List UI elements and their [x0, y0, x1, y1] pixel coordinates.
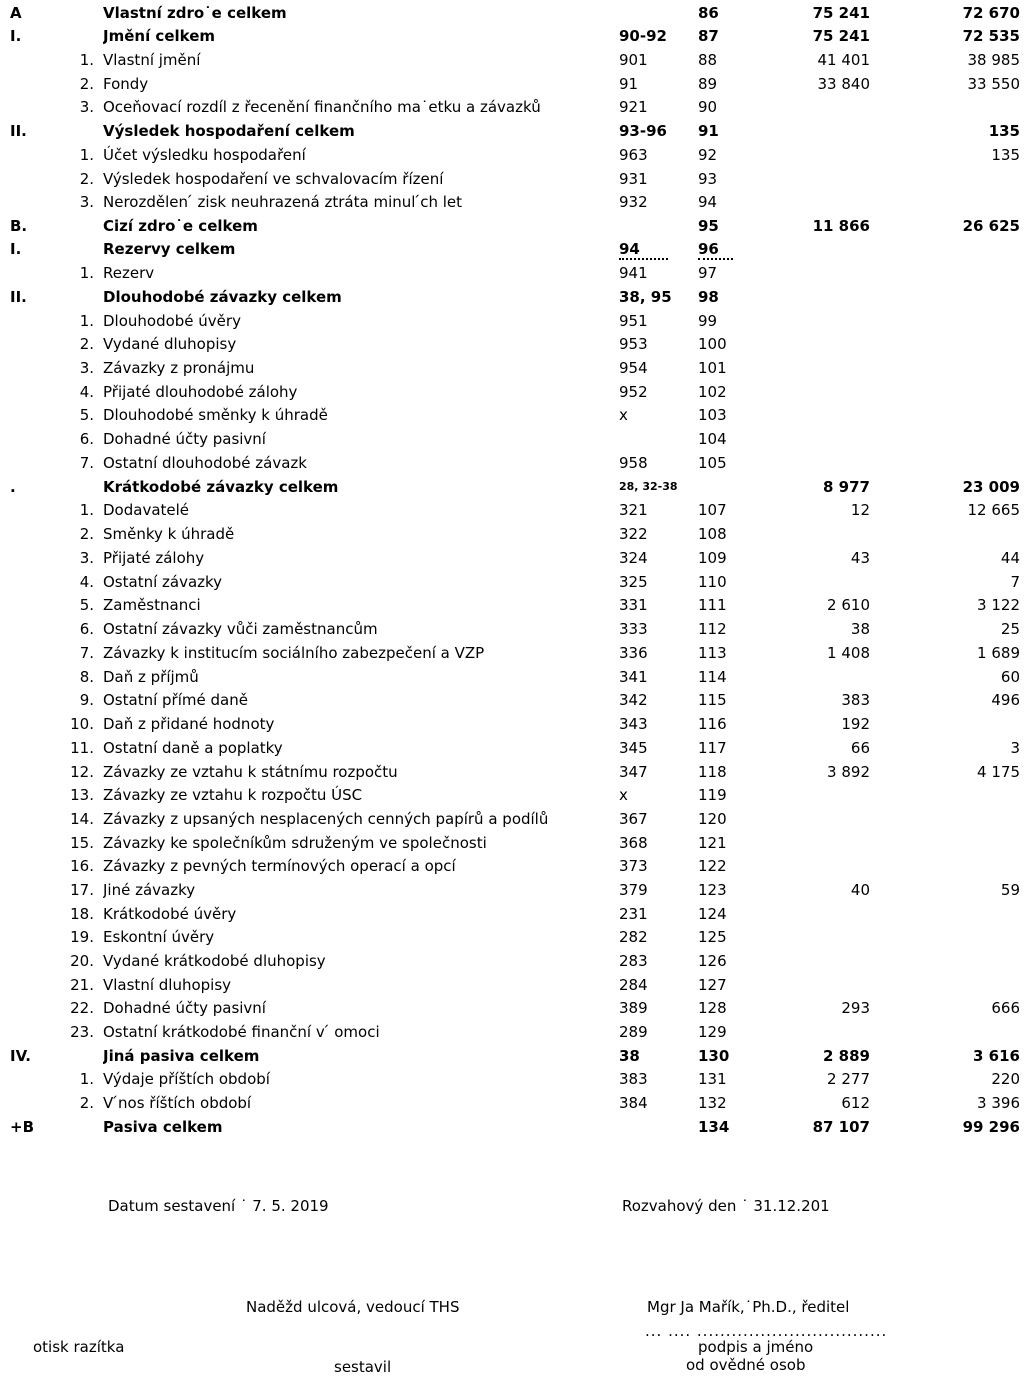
row-current-period: 38 — [850, 620, 870, 638]
row-previous-period: 3 396 — [977, 1094, 1020, 1112]
row-label: Vydané dluhopisy — [103, 335, 237, 353]
row-current-period: 41 401 — [817, 51, 870, 69]
table-row — [0, 73, 1024, 95]
row-line-number: 103 — [698, 406, 727, 424]
row-label: Dlouhodobé závazky celkem — [103, 288, 342, 306]
row-number: 3. — [79, 549, 94, 567]
table-row — [0, 238, 1024, 260]
row-previous-period: 72 670 — [962, 4, 1020, 22]
row-previous-period: 3 616 — [973, 1047, 1020, 1065]
row-synthetic-account: 331 — [619, 596, 648, 614]
row-synthetic-account: 289 — [619, 1023, 648, 1041]
row-line-number: 134 — [698, 1118, 730, 1136]
row-synthetic-account: 284 — [619, 976, 648, 994]
row-previous-period: 25 — [1000, 620, 1020, 638]
table-row — [0, 2, 1024, 24]
table-row — [0, 666, 1024, 688]
row-line-number: 118 — [698, 763, 727, 781]
row-label: Jiná pasiva celkem — [103, 1047, 260, 1065]
row-previous-period: 220 — [991, 1070, 1020, 1088]
row-line-number: 115 — [698, 691, 727, 709]
table-row — [0, 903, 1024, 925]
table-row — [0, 499, 1024, 521]
row-previous-period: 23 009 — [962, 478, 1020, 496]
row-synthetic-account: 952 — [619, 383, 648, 401]
row-current-period: 2 610 — [827, 596, 870, 614]
row-line-number: 107 — [698, 501, 727, 519]
row-line-number: 112 — [698, 620, 727, 638]
table-row — [0, 974, 1024, 996]
row-synthetic-account: 951 — [619, 312, 648, 330]
row-label: Daň z příjmů — [103, 668, 199, 686]
row-line-number: 104 — [698, 430, 727, 448]
row-synthetic-account: 283 — [619, 952, 648, 970]
row-label: Výsledek hospodaření ve schvalovacím řízení — [103, 170, 444, 188]
row-synthetic-account: 347 — [619, 763, 648, 781]
row-label: Pasiva celkem — [103, 1118, 223, 1136]
row-number: 1. — [79, 312, 94, 330]
row-synthetic-account: 389 — [619, 999, 648, 1017]
table-row — [0, 357, 1024, 379]
row-synthetic-account: 325 — [619, 573, 648, 591]
table-row — [0, 310, 1024, 332]
row-label: Krátkodobé závazky celkem — [103, 478, 339, 496]
table-row — [0, 737, 1024, 759]
row-number: 4. — [79, 573, 94, 591]
row-synthetic-account: 941 — [619, 264, 648, 282]
row-label: Jmění celkem — [103, 27, 216, 45]
row-synthetic-account: 932 — [619, 193, 648, 211]
row-previous-period: 1 689 — [977, 644, 1020, 662]
row-previous-period: 60 — [1000, 668, 1020, 686]
table-row — [0, 950, 1024, 972]
table-row — [0, 381, 1024, 403]
row-synthetic-account: x — [619, 786, 628, 804]
row-previous-period: 72 535 — [962, 27, 1020, 45]
row-number: 1. — [79, 501, 94, 519]
row-current-period: 33 840 — [817, 75, 870, 93]
row-line-number: 90 — [698, 98, 718, 116]
row-synthetic-account: 373 — [619, 857, 648, 875]
row-previous-period: 38 985 — [967, 51, 1020, 69]
row-previous-period: 496 — [991, 691, 1020, 709]
row-synthetic-account: 379 — [619, 881, 648, 899]
row-synthetic-account: 931 — [619, 170, 648, 188]
row-label: V ́nos říštích období — [103, 1094, 252, 1112]
row-current-period: 192 — [841, 715, 870, 733]
table-row — [0, 784, 1024, 806]
row-synthetic-account: 38, 95 — [619, 288, 672, 306]
table-row — [0, 452, 1024, 474]
row-label: Závazky z upsaných nesplacených cenných papírů a podílů — [103, 810, 549, 828]
row-label: Dlouhodobé směnky k úhradě — [103, 406, 328, 424]
row-line-number: 99 — [698, 312, 718, 330]
row-previous-period: 26 625 — [962, 217, 1020, 235]
row-line-number: 113 — [698, 644, 727, 662]
table-row — [0, 642, 1024, 664]
row-label: Vlastní zdro˙e celkem — [103, 4, 287, 22]
row-line-number: 93 — [698, 170, 718, 188]
stamp-label: otisk razítka — [33, 1338, 125, 1356]
row-line-number: 86 — [698, 4, 719, 22]
row-line-number: 117 — [698, 739, 727, 757]
row-synthetic-account: 345 — [619, 739, 648, 757]
row-label: Rezervy celkem — [103, 240, 236, 258]
row-current-period: 1 408 — [827, 644, 870, 662]
row-number: 22. — [70, 999, 94, 1017]
table-row — [0, 168, 1024, 190]
row-line-number: 100 — [698, 335, 727, 353]
row-number: 4. — [79, 383, 94, 401]
row-label: Fondy — [103, 75, 149, 93]
row-current-period: 3 892 — [827, 763, 870, 781]
row-line-number: 108 — [698, 525, 727, 543]
table-row — [0, 144, 1024, 166]
table-row — [0, 25, 1024, 47]
row-section: II. — [10, 122, 27, 140]
row-current-period: 2 277 — [827, 1070, 870, 1088]
row-current-period: 66 — [850, 739, 870, 757]
row-synthetic-account: 963 — [619, 146, 648, 164]
row-number: 2. — [79, 170, 94, 188]
row-line-number: 88 — [698, 51, 718, 69]
row-label: Ostatní dlouhodobé závazk — [103, 454, 307, 472]
row-label: Jiné závazky — [103, 881, 196, 899]
row-line-number: 130 — [698, 1047, 730, 1065]
row-line-number: 132 — [698, 1094, 727, 1112]
row-number: 17. — [70, 881, 94, 899]
row-line-number: 124 — [698, 905, 727, 923]
table-row — [0, 832, 1024, 854]
director-name: Mgr Ja Mařík,˙Ph.D., ředitel — [647, 1298, 850, 1316]
table-row — [0, 571, 1024, 593]
row-section: I. — [10, 240, 22, 258]
row-label: Krátkodobé úvěry — [103, 905, 237, 923]
row-synthetic-account: 91 — [619, 75, 639, 93]
row-synthetic-account: 341 — [619, 668, 648, 686]
row-number: 15. — [70, 834, 94, 852]
row-current-period: 12 — [850, 501, 870, 519]
row-label: Cizí zdro˙e celkem — [103, 217, 258, 235]
row-section: IV. — [10, 1047, 31, 1065]
compiler-name: Naděžd ulcová, vedoucí THS — [246, 1298, 460, 1316]
row-label: Výsledek hospodaření celkem — [103, 122, 355, 140]
row-label: Ostatní přímé daně — [103, 691, 248, 709]
row-section: . — [10, 478, 16, 496]
row-synthetic-account: 94 — [619, 238, 699, 260]
row-synthetic-account: 383 — [619, 1070, 648, 1088]
row-section: II. — [10, 288, 27, 306]
row-label: Dlouhodobé úvěry — [103, 312, 241, 330]
row-previous-period: 59 — [1000, 881, 1020, 899]
table-row — [0, 96, 1024, 118]
row-line-number: 114 — [698, 668, 727, 686]
table-row — [0, 476, 1024, 498]
row-number: 2. — [79, 1094, 94, 1112]
row-number: 6. — [79, 620, 94, 638]
row-label: Oceňovací rozdíl z řecenění finančního ma˙etku a závazků — [103, 98, 541, 116]
row-current-period: 11 866 — [812, 217, 870, 235]
row-line-number: 95 — [698, 217, 719, 235]
table-row — [0, 713, 1024, 735]
row-synthetic-account: 953 — [619, 335, 648, 353]
row-synthetic-account: 321 — [619, 501, 648, 519]
table-row — [0, 49, 1024, 71]
row-line-number: 122 — [698, 857, 727, 875]
table-row — [0, 191, 1024, 213]
row-synthetic-account: 342 — [619, 691, 648, 709]
row-number: 21. — [70, 976, 94, 994]
row-label: Vlastní dluhopisy — [103, 976, 232, 994]
row-line-number: 125 — [698, 928, 727, 946]
table-row — [0, 215, 1024, 237]
table-row — [0, 262, 1024, 284]
row-synthetic-account: 384 — [619, 1094, 648, 1112]
compilation-date: Datum sestavení ˙ 7. 5. 2019 — [108, 1197, 329, 1215]
row-section: +B — [10, 1118, 35, 1136]
table-row — [0, 808, 1024, 830]
table-row — [0, 286, 1024, 308]
row-line-number: 105 — [698, 454, 727, 472]
row-synthetic-account: 368 — [619, 834, 648, 852]
row-line-number: 109 — [698, 549, 727, 567]
row-synthetic-account: 90-92 — [619, 27, 667, 45]
row-line-number: 91 — [698, 122, 719, 140]
row-current-period: 75 241 — [812, 4, 870, 22]
table-row — [0, 1045, 1024, 1067]
row-synthetic-account: 958 — [619, 454, 648, 472]
row-current-period: 293 — [841, 999, 870, 1017]
row-previous-period: 44 — [1000, 549, 1020, 567]
row-label: Eskontní úvěry — [103, 928, 215, 946]
row-line-number: 96 — [698, 238, 758, 260]
row-number: 2. — [79, 75, 94, 93]
table-row — [0, 761, 1024, 783]
row-label: Vlastní jmění — [103, 51, 201, 69]
row-label: Vydané krátkodobé dluhopisy — [103, 952, 326, 970]
row-line-number: 102 — [698, 383, 727, 401]
row-previous-period: 12 665 — [967, 501, 1020, 519]
row-synthetic-account: 28, 32-38 — [619, 480, 678, 493]
row-label: Přijaté dlouhodobé zálohy — [103, 383, 298, 401]
row-section: B. — [10, 217, 28, 235]
row-previous-period: 4 175 — [977, 763, 1020, 781]
row-line-number: 116 — [698, 715, 727, 733]
row-label: Závazky z pronájmu — [103, 359, 255, 377]
row-synthetic-account: 343 — [619, 715, 648, 733]
row-number: 5. — [79, 596, 94, 614]
row-line-number: 110 — [698, 573, 727, 591]
row-previous-period: 99 296 — [962, 1118, 1020, 1136]
row-number: 3. — [79, 193, 94, 211]
table-row — [0, 1092, 1024, 1114]
row-label: Ostatní závazky — [103, 573, 223, 591]
signature-line: ... .... ................................. — [645, 1322, 888, 1340]
row-line-number: 128 — [698, 999, 727, 1017]
row-synthetic-account: 333 — [619, 620, 648, 638]
row-number: 2. — [79, 525, 94, 543]
balance-sheet-day: Rozvahový den ˙ 31.12.201 — [622, 1197, 830, 1215]
row-line-number: 97 — [698, 264, 718, 282]
row-label: Zaměstnanci — [103, 596, 201, 614]
row-number: 2. — [79, 335, 94, 353]
row-synthetic-account: 38 — [619, 1047, 640, 1065]
row-label: Závazky ze vztahu k rozpočtu ÚSC — [103, 786, 363, 804]
row-label: Nerozdělen ́ zisk neuhrazená ztráta minul ́ch let — [103, 193, 462, 211]
row-current-period: 612 — [841, 1094, 870, 1112]
row-line-number: 129 — [698, 1023, 727, 1041]
row-synthetic-account: 954 — [619, 359, 648, 377]
row-line-number: 111 — [698, 596, 727, 614]
row-line-number: 87 — [698, 27, 719, 45]
row-number: 1. — [79, 146, 94, 164]
compiled-by-label: sestavil — [334, 1358, 392, 1376]
row-label: Ostatní závazky vůči zaměstnancům — [103, 620, 378, 638]
responsible-person-label: od ovědné osob — [686, 1356, 806, 1374]
row-number: 11. — [70, 739, 94, 757]
row-label: Závazky ke společníkům sdruženým ve společnosti — [103, 834, 487, 852]
row-label: Přijaté zálohy — [103, 549, 205, 567]
row-line-number: 126 — [698, 952, 727, 970]
table-row — [0, 926, 1024, 948]
row-previous-period: 33 550 — [967, 75, 1020, 93]
row-number: 1. — [79, 51, 94, 69]
row-label: Dodavatelé — [103, 501, 190, 519]
table-row — [0, 855, 1024, 877]
row-label: Dohadné účty pasivní — [103, 430, 266, 448]
row-current-period: 40 — [850, 881, 870, 899]
row-number: 3. — [79, 98, 94, 116]
row-current-period: 43 — [850, 549, 870, 567]
table-row — [0, 428, 1024, 450]
row-label: Závazky ze vztahu k státnímu rozpočtu — [103, 763, 398, 781]
row-synthetic-account: 921 — [619, 98, 648, 116]
table-row — [0, 879, 1024, 901]
signature-label: podpis a jméno — [698, 1338, 814, 1356]
row-line-number: 123 — [698, 881, 727, 899]
row-line-number: 119 — [698, 786, 727, 804]
row-current-period: 75 241 — [812, 27, 870, 45]
row-line-number: 121 — [698, 834, 727, 852]
row-current-period: 8 977 — [823, 478, 870, 496]
table-row — [0, 1068, 1024, 1090]
row-label: Závazky z pevných termínových operací a opcí — [103, 857, 456, 875]
row-label: Závazky k institucím sociálního zabezpečení a VZP — [103, 644, 485, 662]
table-row — [0, 523, 1024, 545]
row-line-number: 89 — [698, 75, 718, 93]
table-row — [0, 997, 1024, 1019]
row-current-period: 87 107 — [812, 1118, 870, 1136]
row-synthetic-account: 367 — [619, 810, 648, 828]
row-number: 10. — [70, 715, 94, 733]
row-synthetic-account: 322 — [619, 525, 648, 543]
row-previous-period: 3 — [1010, 739, 1020, 757]
row-synthetic-account: 336 — [619, 644, 648, 662]
row-number: 16. — [70, 857, 94, 875]
row-previous-period: 135 — [988, 122, 1020, 140]
table-row — [0, 1021, 1024, 1043]
row-line-number: 120 — [698, 810, 727, 828]
table-row — [0, 618, 1024, 640]
row-label: Směnky k úhradě — [103, 525, 235, 543]
row-synthetic-account: 93-96 — [619, 122, 667, 140]
row-number: 6. — [79, 430, 94, 448]
row-number: 7. — [79, 454, 94, 472]
row-number: 19. — [70, 928, 94, 946]
table-row — [0, 1116, 1024, 1138]
row-previous-period: 7 — [1010, 573, 1020, 591]
row-number: 3. — [79, 359, 94, 377]
row-label: Účet výsledku hospodaření — [103, 146, 306, 164]
row-synthetic-account: 231 — [619, 905, 648, 923]
row-number: 23. — [70, 1023, 94, 1041]
row-synthetic-account: 324 — [619, 549, 648, 567]
row-number: 9. — [79, 691, 94, 709]
row-number: 20. — [70, 952, 94, 970]
table-row — [0, 404, 1024, 426]
table-row — [0, 120, 1024, 142]
row-label: Výdaje příštích období — [103, 1070, 270, 1088]
row-section: I. — [10, 27, 22, 45]
table-row — [0, 333, 1024, 355]
row-number: 1. — [79, 1070, 94, 1088]
row-previous-period: 3 122 — [977, 596, 1020, 614]
table-row — [0, 547, 1024, 569]
row-current-period: 383 — [841, 691, 870, 709]
row-number: 7. — [79, 644, 94, 662]
row-section: A — [10, 4, 22, 22]
table-row — [0, 594, 1024, 616]
row-synthetic-account: 282 — [619, 928, 648, 946]
row-current-period: 2 889 — [823, 1047, 870, 1065]
row-number: 12. — [70, 763, 94, 781]
row-label: Rezerv — [103, 264, 155, 282]
row-line-number: 94 — [698, 193, 718, 211]
row-synthetic-account: 901 — [619, 51, 648, 69]
row-number: 5. — [79, 406, 94, 424]
row-label: Ostatní daně a poplatky — [103, 739, 283, 757]
row-line-number: 92 — [698, 146, 718, 164]
row-line-number: 131 — [698, 1070, 727, 1088]
row-number: 1. — [79, 264, 94, 282]
row-number: 14. — [70, 810, 94, 828]
row-label: Daň z přidané hodnoty — [103, 715, 275, 733]
row-number: 18. — [70, 905, 94, 923]
row-number: 8. — [79, 668, 94, 686]
row-line-number: 127 — [698, 976, 727, 994]
row-label: Dohadné účty pasivní — [103, 999, 266, 1017]
table-row — [0, 689, 1024, 711]
row-synthetic-account: x — [619, 406, 628, 424]
row-line-number: 101 — [698, 359, 727, 377]
row-number: 13. — [70, 786, 94, 804]
row-label: Ostatní krátkodobé finanční v ́ omoci — [103, 1023, 380, 1041]
row-line-number: 98 — [698, 288, 719, 306]
row-previous-period: 666 — [991, 999, 1020, 1017]
row-previous-period: 135 — [991, 146, 1020, 164]
